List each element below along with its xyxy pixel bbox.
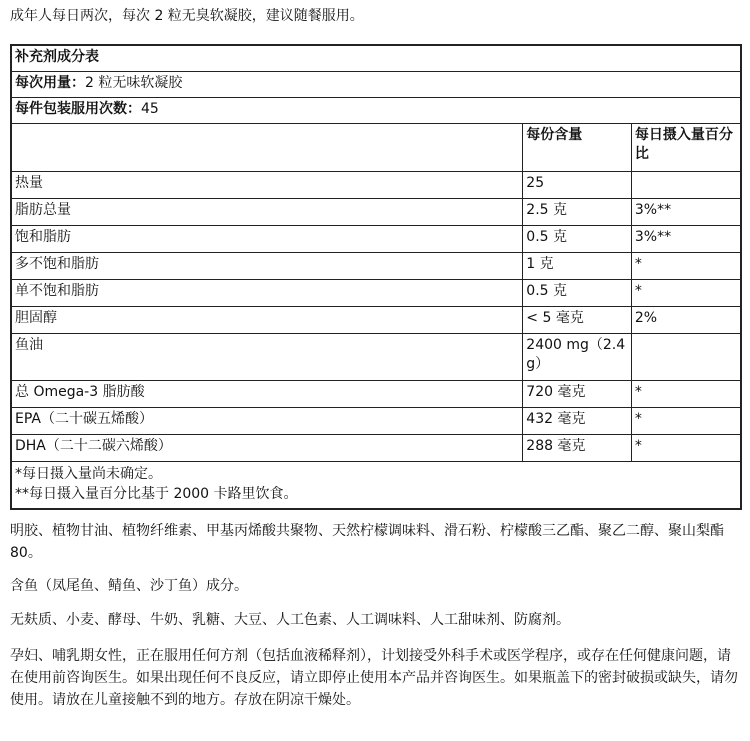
serving-size-row — [11, 72, 741, 98]
table-row — [11, 334, 741, 381]
table-row — [11, 381, 741, 408]
nutrient-amount: 0.5 克 — [523, 280, 632, 307]
directions-text: 成年人每日两次，每次 2 粒无臭软凝胶，建议随餐服用。 — [10, 8, 364, 24]
nutrient-dv: * — [631, 253, 741, 280]
free-of-text: 无麸质、小麦、酵母、牛奶、乳糖、大豆、人工色素、人工调味料、人工甜味剂、防腐剂。 — [10, 612, 570, 628]
supplement-facts-table — [10, 44, 742, 510]
nutrient-amount: 720 毫克 — [523, 381, 632, 408]
nutrient-amount: 2400 mg（2.4 g） — [523, 334, 632, 381]
amount-per-serving-header: 每份含量 — [523, 124, 632, 172]
nutrient-dv: 2% — [631, 307, 741, 334]
nutrient-amount: 0.5 克 — [523, 226, 632, 253]
nutrient-name: 饱和脂肪 — [11, 226, 523, 253]
header-blank-cell — [11, 124, 523, 172]
serving-size-label: 每次用量： — [15, 75, 85, 91]
table-row — [11, 408, 741, 435]
nutrient-dv — [631, 172, 741, 199]
nutrient-name: 总 Omega-3 脂肪酸 — [11, 381, 523, 408]
table-row — [11, 199, 741, 226]
servings-per-container-label: 每件包装服用次数： — [15, 101, 141, 117]
nutrient-dv: 3%** — [631, 226, 741, 253]
footnote-calorie-basis: **每日摄入量百分比基于 2000 卡路里饮食。 — [15, 486, 298, 502]
nutrient-name: 热量 — [11, 172, 523, 199]
table-row — [11, 435, 741, 462]
servings-per-container-value: 45 — [141, 101, 159, 117]
nutrient-name: DHA（二十二碳六烯酸） — [11, 435, 523, 462]
nutrient-name: EPA（二十碳五烯酸） — [11, 408, 523, 435]
table-row — [11, 226, 741, 253]
nutrient-amount: 432 毫克 — [523, 408, 632, 435]
nutrient-dv: * — [631, 408, 741, 435]
nutrient-dv: * — [631, 280, 741, 307]
nutrient-name: 单不饱和脂肪 — [11, 280, 523, 307]
servings-per-container-row — [11, 98, 741, 124]
table-row — [11, 253, 741, 280]
nutrient-dv: 3%** — [631, 199, 741, 226]
nutrient-dv: * — [631, 435, 741, 462]
serving-size-value: 2 粒无味软凝胶 — [85, 75, 183, 91]
nutrient-amount: 1 克 — [523, 253, 632, 280]
nutrient-name: 鱼油 — [11, 334, 523, 381]
warning-text: 孕妇、哺乳期女性，正在服用任何方剂（包括血液稀释剂），计划接受外科手术或医学程序，或存在任何健康问题，请在使用前咨询医生。如果出现任何不良反应，请立即停止使用本产品并咨询医生。如果瓶盖下的密封破损或缺失，请勿使用。请放在儿童接触不到的地方。存放在阴凉干燥处。 — [10, 648, 738, 708]
nutrient-name: 脂肪总量 — [11, 199, 523, 226]
nutrient-amount: 2.5 克 — [523, 199, 632, 226]
table-row — [11, 280, 741, 307]
table-row — [11, 172, 741, 199]
nutrient-name: 胆固醇 — [11, 307, 523, 334]
nutrient-name: 多不饱和脂肪 — [11, 253, 523, 280]
nutrient-amount: 25 — [523, 172, 632, 199]
nutrient-amount: < 5 毫克 — [523, 307, 632, 334]
table-row — [11, 307, 741, 334]
daily-value-header: 每日摄入量百分比 — [631, 124, 741, 172]
footnote-daily-value-not-established: *每日摄入量尚未确定。 — [15, 466, 162, 482]
nutrient-dv — [631, 334, 741, 381]
nutrient-amount: 288 毫克 — [523, 435, 632, 462]
nutrient-dv: * — [631, 381, 741, 408]
table-title: 补充剂成分表 — [11, 45, 741, 72]
allergen-contains-text: 含鱼（凤尾鱼、鲭鱼、沙丁鱼）成分。 — [10, 578, 248, 594]
other-ingredients-text: 明胶、植物甘油、植物纤维素、甲基丙烯酸共聚物、天然柠檬调味料、滑石粉、柠檬酸三乙酯、聚乙二醇、聚山梨酯 80。 — [10, 523, 724, 561]
footnotes-cell — [11, 462, 741, 510]
